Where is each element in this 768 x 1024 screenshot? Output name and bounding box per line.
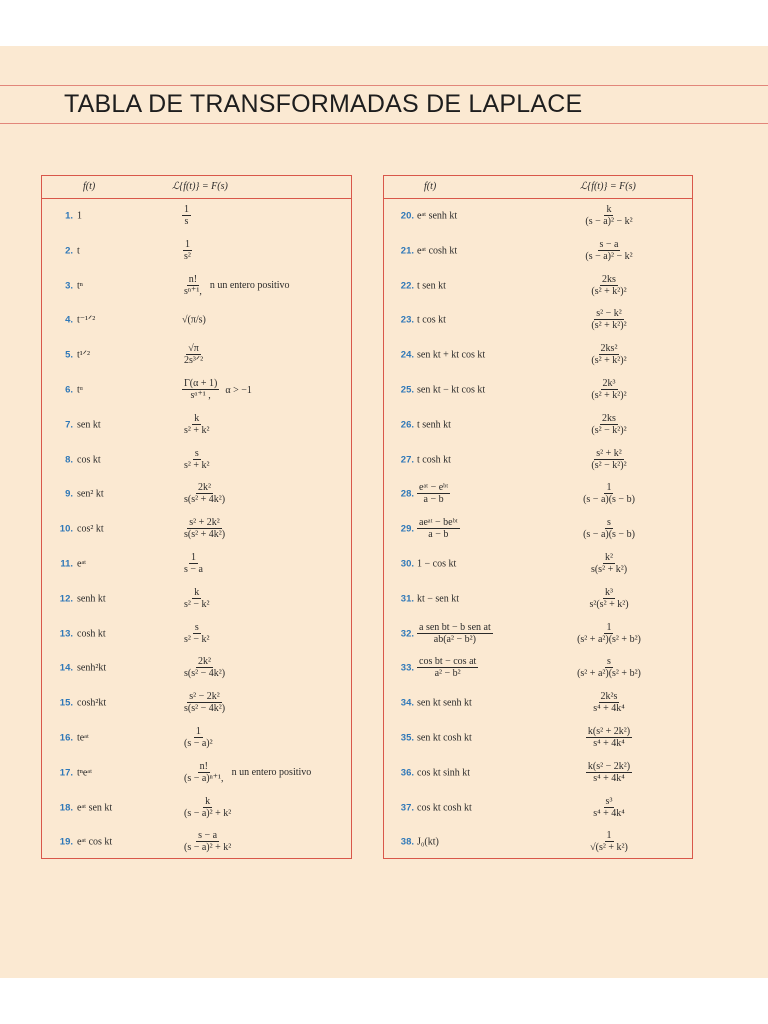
transform-fraction-numerator: s² + 2k² (189, 517, 220, 529)
time-function (417, 622, 493, 646)
time-function-fraction-denominator: a − b (428, 529, 449, 541)
table-row (384, 584, 692, 614)
time-function: sen kt cosh kt (417, 732, 472, 744)
transform-fraction-numerator: √π (188, 343, 199, 355)
entry-number: 9. (65, 488, 73, 500)
laplace-transform (559, 587, 659, 611)
table-row (42, 410, 351, 440)
time-function: tⁿ (77, 280, 83, 292)
Fs-column-header: ℒ{f(t)} = F(s) (172, 181, 228, 192)
transform-fraction-numerator: k(s² − 2k²) (587, 760, 631, 772)
table-row (384, 479, 692, 509)
time-function: cos kt cosh kt (417, 802, 472, 814)
entry-number: 27. (400, 454, 414, 466)
table-row (384, 793, 692, 823)
transform-condition: n un entero positivo (209, 280, 290, 292)
table-row (384, 723, 692, 753)
transform-fraction-numerator: k(s² + 2k²) (587, 726, 631, 737)
table-row (42, 793, 351, 823)
transform-fraction-numerator: 1 (195, 726, 201, 737)
table-row (42, 305, 351, 335)
entry-number: 18. (59, 802, 73, 814)
table-row (42, 584, 351, 614)
transform-fraction-denominator: s² − k² (184, 633, 210, 645)
transform-fraction-denominator: s²(s² + k²) (589, 598, 629, 610)
transform-fraction-denominator: (s − a)² + k² (184, 842, 232, 854)
time-function: teᵃᵗ (77, 732, 89, 744)
laplace-transform (182, 239, 193, 263)
Fs-column-header: ℒ{f(t)} = F(s) (580, 181, 636, 192)
time-function: t senh kt (417, 419, 451, 431)
time-function-fraction-numerator: aeᵃᵗ − beᵇᵗ (419, 517, 458, 529)
laplace-transform (559, 239, 659, 263)
transform-fraction (182, 343, 205, 367)
transform-fraction-numerator: 2ks (602, 412, 616, 424)
transform-fraction-numerator: k (205, 795, 211, 807)
transform-fraction (182, 622, 212, 646)
laplace-transform (182, 343, 205, 367)
transform-fraction-numerator: k (606, 204, 612, 215)
table-row (42, 619, 351, 649)
transform-fraction-denominator: s⁴ + 4k⁴ (593, 772, 625, 784)
transform-fraction-denominator: (s − a)² − k² (585, 250, 633, 262)
transform-fraction (589, 552, 629, 576)
transform-fraction-denominator: (s − a)(s − b) (583, 529, 635, 541)
table-row (42, 236, 351, 266)
entry-number: 16. (59, 732, 73, 744)
transform-fraction-numerator: s² + k² (596, 447, 622, 459)
time-function-fraction (417, 622, 493, 646)
transform-fraction-numerator: s² − k² (596, 308, 622, 320)
table-row (384, 549, 692, 579)
entry-number: 15. (59, 697, 73, 709)
entry-number: 23. (400, 314, 414, 326)
time-function-fraction-numerator: cos bt − cos at (419, 656, 477, 668)
transform-fraction (182, 726, 215, 750)
laplace-transform (182, 517, 227, 541)
transform-fraction (589, 413, 628, 437)
laplace-transform (182, 796, 233, 820)
transform-fraction (182, 691, 227, 715)
time-function: t sen kt (417, 280, 446, 292)
transform-fraction-denominator: (s − a)² + k² (184, 807, 232, 819)
table-row (384, 271, 692, 301)
ft-column-header: f(t) (424, 181, 437, 192)
laplace-transform (559, 622, 659, 646)
time-function: eᵃᵗ sen kt (77, 802, 113, 814)
laplace-transform (559, 308, 659, 332)
entry-number: 1. (65, 210, 73, 222)
time-function: eᵃᵗ (77, 558, 87, 570)
table-row (384, 410, 692, 440)
transform-fraction-numerator: 2ks (602, 273, 616, 285)
transform-fraction-denominator: (s² + k²)² (591, 355, 627, 367)
transform-fraction-numerator: k³ (604, 586, 613, 598)
time-function: cos² kt (77, 523, 104, 535)
table-row (384, 236, 692, 266)
page-background (0, 46, 768, 978)
laplace-transform (182, 726, 215, 750)
laplace-transform (182, 448, 212, 472)
transform-fraction-denominator: s − a (184, 564, 203, 575)
transform-fraction (589, 448, 628, 472)
transform-fraction (182, 378, 219, 402)
time-function: sen kt (77, 419, 101, 431)
entry-number: 3. (65, 280, 73, 292)
laplace-transform (559, 691, 659, 715)
transform-fraction (182, 274, 204, 298)
entry-number: 37. (400, 802, 414, 814)
transform-fraction-numerator: k (194, 412, 200, 424)
table-row (384, 340, 692, 370)
transform-fraction-denominator: s⁴ + 4k⁴ (593, 703, 625, 715)
entry-number: 6. (65, 384, 73, 396)
time-function-fraction-denominator: a − b (423, 494, 444, 506)
transform-fraction-numerator: s (194, 447, 199, 459)
laplace-transform (559, 378, 659, 402)
transform-fraction (575, 622, 643, 646)
time-function (417, 656, 478, 680)
transform-fraction-denominator: √(s² + k²) (590, 842, 628, 854)
entry-number: 38. (400, 836, 414, 848)
transform-fraction (182, 204, 191, 228)
transform-fraction (581, 482, 637, 506)
entry-number: 14. (59, 662, 73, 674)
transform-fraction-denominator: (s² + a²)(s² + b²) (577, 633, 641, 645)
laplace-transform (182, 378, 252, 402)
page-title: TABLA DE TRANSFORMADAS DE LAPLACE (64, 90, 583, 118)
entry-number: 36. (400, 767, 414, 779)
laplace-transform (559, 482, 659, 506)
table-row (42, 340, 351, 370)
entry-number: 13. (59, 628, 73, 640)
transform-fraction (586, 726, 632, 750)
table-row (42, 201, 351, 231)
transform-fraction (182, 552, 205, 576)
entry-number: 21. (400, 245, 414, 257)
transform-fraction-numerator: s (607, 517, 611, 529)
entry-number: 8. (65, 454, 73, 466)
entry-number: 28. (400, 488, 414, 500)
transform-fraction-numerator: 1 (606, 621, 612, 633)
time-function: sen kt − kt cos kt (417, 384, 486, 396)
transform-fraction-numerator: s³ (605, 795, 613, 807)
time-function: t (77, 245, 80, 257)
transform-fraction (182, 761, 226, 785)
time-function (417, 517, 460, 541)
transform-fraction-denominator: (s − a)(s − b) (583, 494, 635, 506)
time-function: cosh²kt (77, 697, 107, 709)
transform-condition: α > −1 (225, 384, 252, 396)
transform-fraction (583, 204, 634, 228)
transform-fraction-denominator: s(s² + 4k²) (184, 494, 226, 506)
time-function: cos kt sinh kt (417, 767, 471, 779)
table-row (384, 445, 692, 475)
entry-number: 29. (400, 523, 414, 535)
laplace-transform (559, 726, 659, 750)
transform-fraction-numerator: 2k²s (600, 691, 618, 703)
transform-fraction-denominator: s(s² − 4k²) (184, 668, 226, 680)
time-function-fraction-denominator: a² − b² (434, 668, 461, 680)
entry-number: 34. (400, 697, 414, 709)
transform-fraction-numerator: s² − 2k² (189, 691, 220, 703)
transform-fraction (583, 239, 634, 263)
transform-fraction-denominator: s² + k² (184, 424, 210, 436)
transform-fraction-numerator: Γ(α + 1) (184, 378, 218, 389)
transform-fraction-numerator: s − a (198, 830, 218, 842)
transform-fraction (182, 482, 227, 506)
transform-fraction-denominator: (s² + a²)(s² + b²) (577, 668, 641, 680)
entry-number: 35. (400, 732, 414, 744)
laplace-transform (182, 274, 290, 298)
right-table (383, 175, 693, 859)
time-function: cos kt (77, 454, 101, 466)
time-function-fraction (417, 656, 478, 680)
transform-fraction-numerator: s (607, 656, 611, 668)
table-row (384, 758, 692, 788)
transform-fraction-numerator: 1 (606, 482, 612, 494)
laplace-transform (182, 587, 212, 611)
time-function-fraction (417, 482, 450, 506)
laplace-transform (182, 830, 233, 854)
table-row (42, 549, 351, 579)
transform-fraction (587, 587, 630, 611)
time-function-fraction-denominator: ab(a² − b²) (433, 633, 476, 645)
transform-fraction (182, 587, 212, 611)
laplace-transform (559, 656, 659, 680)
time-function: eᵃᵗ cos kt (77, 836, 113, 848)
transform-fraction-denominator: sⁿ⁺¹, (184, 285, 202, 297)
transform-fraction (588, 830, 630, 854)
transform-fraction-numerator: 2k² (198, 656, 212, 668)
time-function: sen kt + kt cos kt (417, 349, 486, 361)
bottom-rule (0, 123, 768, 124)
table-row (42, 688, 351, 718)
table-row (384, 619, 692, 649)
transform-fraction-numerator: 2k³ (602, 378, 616, 389)
laplace-transform (182, 761, 311, 785)
laplace-transform (559, 796, 659, 820)
time-function: tᵅ (77, 384, 83, 396)
table-row (42, 653, 351, 683)
time-function (417, 482, 450, 506)
transform-fraction-numerator: 2ks² (600, 343, 618, 355)
time-function: kt − sen kt (417, 593, 460, 605)
transform-fraction-numerator: 1 (184, 238, 190, 250)
table-row (42, 827, 351, 857)
transform-fraction-numerator: s − a (599, 238, 619, 250)
entry-number: 19. (59, 836, 73, 848)
laplace-transform (559, 343, 659, 367)
transform-fraction (575, 656, 643, 680)
table-row (42, 271, 351, 301)
top-rule (0, 85, 768, 86)
transform-fraction (182, 239, 193, 263)
table-row (384, 827, 692, 857)
transform-fraction-denominator: s² − k² (184, 598, 210, 610)
transform-fraction-denominator: (s − a)² (184, 738, 213, 749)
laplace-transform (559, 552, 659, 576)
table-row (42, 723, 351, 753)
entry-number: 25. (400, 384, 414, 396)
table-row (384, 375, 692, 405)
transform-fraction (182, 796, 233, 820)
entry-number: 12. (59, 593, 73, 605)
laplace-transform (182, 691, 227, 715)
transform-fraction (182, 517, 227, 541)
time-function: t cos kt (417, 314, 446, 326)
laplace-transform (182, 552, 205, 576)
transform-fraction-denominator: s⁴ + 4k⁴ (593, 807, 625, 819)
entry-number: 26. (400, 419, 414, 431)
transform-fraction (591, 691, 627, 715)
laplace-transform (182, 315, 206, 326)
laplace-transform (559, 830, 659, 854)
time-function: senh kt (77, 593, 106, 605)
transform-fraction-denominator: sᵅ⁺¹ , (190, 390, 211, 401)
laplace-transform (182, 622, 212, 646)
table-row (384, 653, 692, 683)
ft-column-header: f(t) (83, 181, 96, 192)
transform-fraction-denominator: s(s² − 4k²) (184, 703, 226, 715)
entry-number: 10. (59, 523, 73, 535)
transform-fraction-denominator: s(s² + k²) (590, 564, 628, 575)
time-function: t cosh kt (417, 454, 451, 466)
transform-fraction-denominator: s (184, 216, 189, 227)
time-function-fraction (417, 517, 460, 541)
transform-fraction-numerator: 2k² (198, 482, 212, 494)
transform-fraction-denominator: (s − a)ⁿ⁺¹, (184, 772, 224, 784)
laplace-transform (559, 517, 659, 541)
transform-fraction (182, 448, 212, 472)
left-table-header (42, 176, 351, 199)
transform-fraction-denominator: 2s³ᐟ² (184, 355, 204, 367)
transform-fraction-denominator: (s² + k²)² (591, 390, 627, 401)
table-row (42, 445, 351, 475)
transform-fraction-numerator: s (194, 621, 199, 633)
transform-fraction-denominator: (s² − k²)² (591, 424, 627, 436)
transform-fraction (586, 761, 632, 785)
laplace-transform (559, 413, 659, 437)
time-function: t⁻¹ᐟ² (77, 314, 96, 326)
transform-fraction-numerator: 1 (606, 830, 612, 842)
transform-fraction-denominator: s⁴ + 4k⁴ (593, 738, 625, 749)
time-function-fraction-numerator: eᵃᵗ − eᵇᵗ (419, 482, 449, 494)
table-row (42, 514, 351, 544)
entry-number: 5. (65, 349, 73, 361)
entry-number: 32. (400, 628, 414, 640)
transform-fraction (182, 413, 212, 437)
transform-fraction (182, 656, 227, 680)
laplace-transform (559, 274, 659, 298)
transform-fraction (589, 343, 628, 367)
transform-fraction-denominator: s(s² + 4k²) (184, 529, 226, 541)
transform-fraction-denominator: (s² + k²)² (591, 285, 627, 297)
time-function: sen² kt (77, 488, 104, 500)
transform-fraction (581, 517, 637, 541)
laplace-transform (559, 448, 659, 472)
table-row (42, 758, 351, 788)
transform-fraction-numerator: k² (605, 552, 613, 563)
entry-number: 4. (65, 314, 73, 326)
transform-fraction-numerator: 1 (184, 204, 189, 215)
entry-number: 22. (400, 280, 414, 292)
left-table (41, 175, 352, 859)
transform-fraction (591, 796, 627, 820)
laplace-transform (182, 204, 191, 228)
entry-number: 2. (65, 245, 73, 257)
transform-condition: n un entero positivo (231, 767, 312, 779)
transform-fraction-denominator: (s² + k²)² (591, 320, 627, 332)
transform-fraction-numerator: 1 (190, 552, 196, 563)
time-function: 1 − cos kt (417, 558, 457, 570)
transform-fraction-denominator: (s − a)² − k² (585, 216, 633, 227)
laplace-transform (559, 204, 659, 228)
table-row (384, 688, 692, 718)
transform-expression: √(π/s) (182, 314, 206, 326)
transform-fraction (589, 378, 628, 402)
table-row (384, 514, 692, 544)
transform-fraction (182, 830, 233, 854)
entry-number: 33. (400, 662, 414, 674)
transform-fraction-numerator: n! (199, 760, 208, 772)
time-function: senh²kt (77, 662, 107, 674)
time-function: 1 (77, 210, 82, 222)
time-function-fraction-numerator: a sen bt − b sen at (419, 621, 491, 633)
transform-fraction-numerator: k (194, 586, 200, 598)
time-function: sen kt senh kt (417, 697, 472, 709)
laplace-transform (559, 761, 659, 785)
transform-fraction-denominator: s² (184, 250, 191, 262)
transform-fraction-denominator: (s² − k²)² (591, 459, 627, 471)
entry-number: 30. (400, 558, 414, 570)
entry-number: 11. (60, 558, 73, 570)
table-row (42, 479, 351, 509)
time-function: J₀(kt) (417, 836, 439, 848)
laplace-transform (182, 482, 227, 506)
time-function: eᵃᵗ cosh kt (417, 245, 458, 257)
time-function: eᵃᵗ senh kt (417, 210, 458, 222)
transform-fraction (589, 274, 628, 298)
table-row (384, 305, 692, 335)
table-row (384, 201, 692, 231)
entry-number: 7. (65, 419, 73, 431)
entry-number: 31. (400, 593, 414, 605)
transform-fraction-denominator: s² + k² (184, 459, 210, 471)
entry-number: 20. (400, 210, 414, 222)
laplace-transform (182, 656, 227, 680)
time-function: t¹ᐟ² (77, 349, 91, 361)
time-function: cosh kt (77, 628, 106, 640)
transform-fraction (589, 308, 628, 332)
laplace-transform (182, 413, 212, 437)
table-row (42, 375, 351, 405)
right-table-header (384, 176, 692, 199)
entry-number: 24. (400, 349, 414, 361)
time-function: tⁿeᵃᵗ (77, 767, 93, 779)
entry-number: 17. (59, 767, 73, 779)
transform-fraction-numerator: n! (188, 273, 198, 285)
